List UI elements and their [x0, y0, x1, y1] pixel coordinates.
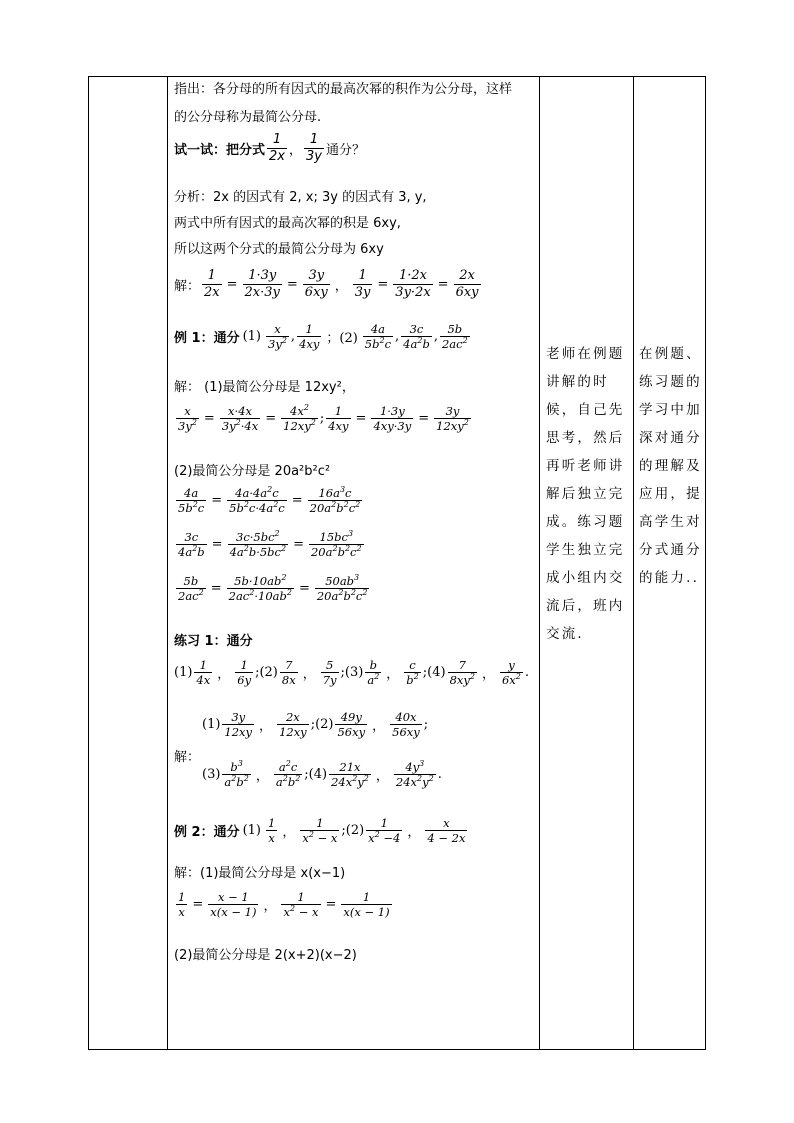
practice-1-answers-2: (3) $\frac{b^3}{a^2b^2}$ ， $\frac{a^2c}{a^2b^2}$ ;(4) $\frac{21x}{24x^2y^2}$ ， $\frac{4y^3}{24x^2y^2}$ . [202, 759, 442, 789]
table-bottom-border [88, 1049, 706, 1050]
analysis-line-3: 所以这两个分式的最简公分母为 6xy [174, 242, 384, 257]
table-col-divider-3 [633, 76, 634, 1050]
example-1-equation-3: $\frac{3c}{4a^2b}$ = $\frac{3c\cdot 5bc^2}{4a^2b\cdot 5bc^2}$ = $\frac{15bc^3}{20a^2b^2c^2}$ [178, 529, 362, 559]
try-fraction-1: $\frac{1}{2x}$ [269, 132, 285, 164]
practice-1-title: 练习 1：通分 [174, 634, 253, 649]
table-top-border [88, 76, 706, 77]
table-col-divider-1 [167, 76, 168, 1050]
try-it-line: 试一试：把分式 $\frac{1}{2x}$ ， $\frac{1}{3y}$ 通分？ [174, 132, 365, 164]
analysis-line-2: 两式中所有因式的最高次幂的积是 6xy, [174, 216, 401, 231]
example-1-line: 例 1：通分 (1) $\frac{x}{3y^2}$ , $\frac{1}{4xy}$ ；(2) $\frac{4a}{5b^2c}$ , $\frac{3c}{4a^2b}$ , $\frac{5b}{2ac^2}$ [174, 322, 468, 351]
practice-1-solution-label: 解： [174, 750, 201, 765]
try-fraction-2: $\frac{1}{3y}$ [306, 132, 322, 164]
example-2-answer-1: 解：(1)最简公分母是 x(x−1) [174, 866, 346, 881]
example-2-answer-2: (2)最简公分母是 2(x+2)(x−2) [174, 948, 357, 963]
example-1-answer-1: 解： (1)最简公分母是 12xy²， [174, 380, 355, 395]
analysis-line-1: 分析：2x 的因式有 2, x; 3y 的因式有 3, y, [174, 190, 427, 205]
student-activity-cell: 老师在例题讲解的时候，自己先思考，然后再听老师讲解后独立完成。练习题学生独立完成小组内交流后，班内交流. [546, 346, 625, 642]
table-left-border [88, 76, 89, 1050]
example-1-equation-2: $\frac{4a}{5b^2c}$ = $\frac{4a\cdot 4a^2c}{5b^2c\cdot 4a^2c}$ = $\frac{16a^3c}{20a^2b^2c^2}$ [178, 485, 361, 515]
example-1-answer-2: (2)最简公分母是 20a²b²c² [174, 464, 331, 479]
example-1-equation-4: $\frac{5b}{2ac^2}$ = $\frac{5b\cdot 10ab^2}{2ac^2\cdot 10ab^2}$ = $\frac{50ab^3}{20a^2b^2c^2}$ [178, 573, 368, 603]
definition-line-2: 的公分母称为最简公分母. [174, 110, 322, 125]
example-2-line: 例 2：通分 (1) $\frac{1}{x}$ ， $\frac{1}{x^2 - x}$ ;(2) $\frac{1}{x^2 -4}$ ， $\frac{x}{4 - 2x}$ [174, 816, 466, 845]
table-col-divider-2 [539, 76, 540, 1050]
example-2-equation: $\frac{1}{x}$ = $\frac{x - 1}{x(x - 1)}$ ， $\frac{1}{x^2 - x}$ = $\frac{1}{x(x - 1)}$ [178, 890, 390, 919]
definition-line-1: 指出：各分母的所有因式的最高次幂的积作为公分母，这样 [174, 82, 513, 97]
table-right-border [705, 76, 706, 1050]
design-intent-cell: 在例题、练习题的学习中加深对通分的理解及应用，提高学生对分式通分的能力.. [639, 346, 702, 586]
solution-equation-1: 解： $\frac{1}{2x}$ = $\frac{1\cdot 3y}{2x\cdot 3y}$ = $\frac{3y}{6xy}$ ， $\frac{1}{3y}$ = $\frac{1\cdot 2x}{3y\cdot 2x}$ = $\frac{2x}{6xy}$ [174, 268, 479, 300]
practice-1-answers-1: (1) $\frac{3y}{12xy}$ ， $\frac{2x}{12xy}$ ;(2) $\frac{49y}{56xy}$ ， $\frac{40x}{56xy}$ ; [202, 710, 429, 739]
example-1-equation-1: $\frac{x}{3y^2}$ = $\frac{x\cdot 4x}{3y^2\cdot 4x}$ = $\frac{4x^2}{12xy^2}$ ; $\frac{1}{4xy}$ = $\frac{1\cdot 3y}{4xy\cdot 3y}$ = $\frac{3y}{12xy^2}$ [178, 403, 469, 433]
practice-1-problems: (1) $\frac{1}{4x}$ ， $\frac{1}{6y}$ ;(2) $\frac{7}{8x}$ ， $\frac{5}{7y}$ ;(3) $\frac{b}{a^2}$ ， $\frac{c}{b^2}$ ;(4) $\frac{7}{8xy^2}$ ， $\frac{y}{6x^2}$ . [174, 658, 530, 687]
